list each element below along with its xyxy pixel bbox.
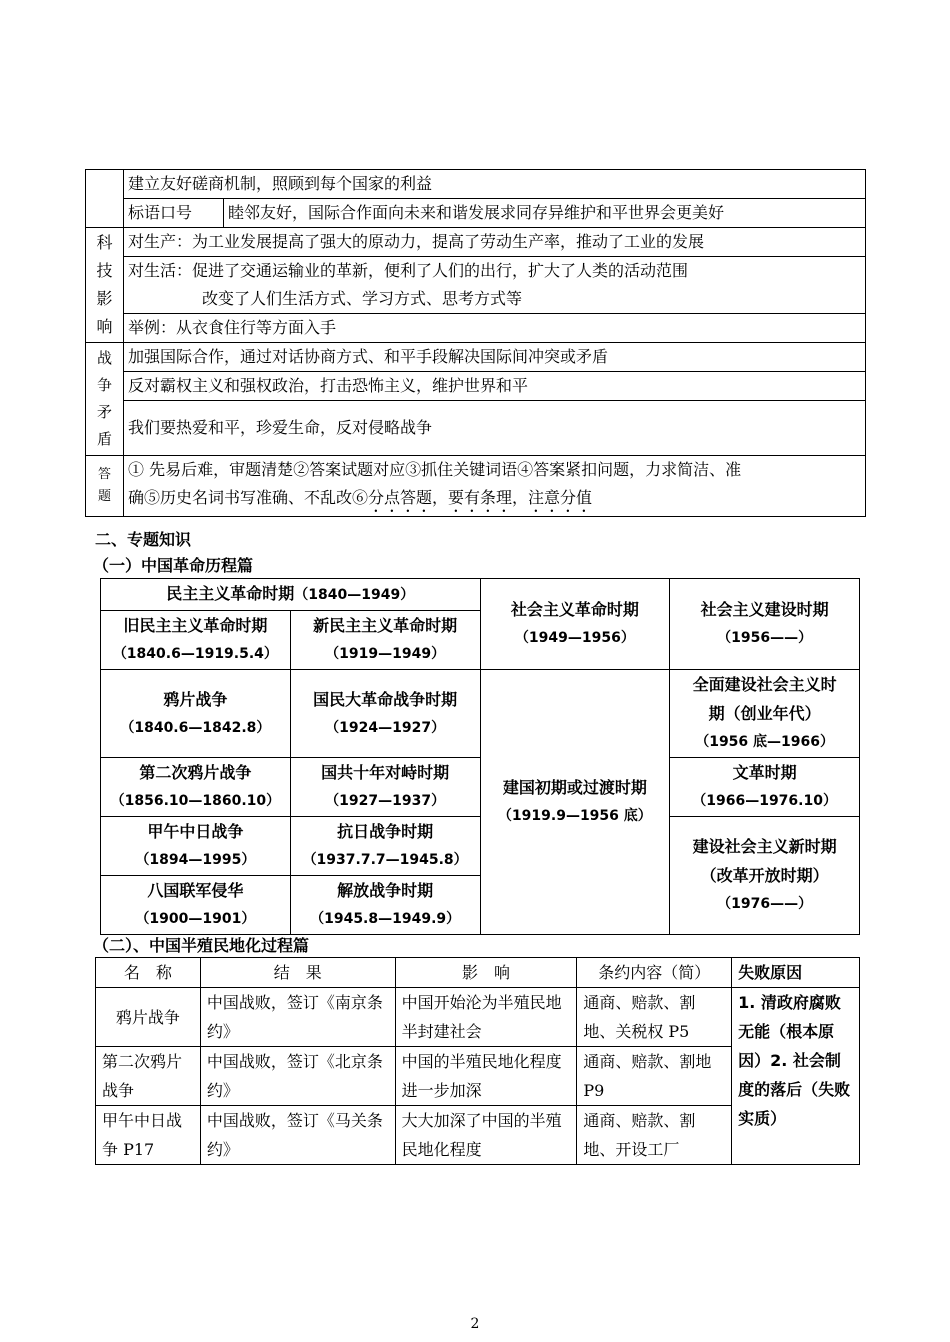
table-row bbox=[96, 988, 860, 1047]
war-treaty: 通商、赔款、割地、开设工厂 bbox=[577, 1106, 732, 1165]
new-democratic-period: 新民主主义革命时期 （1919—1949） bbox=[290, 611, 480, 670]
slogan-label: 标语口号 bbox=[124, 199, 224, 228]
answer-tips bbox=[124, 456, 866, 517]
full-construction-cell: 全面建设社会主义时 期（创业年代） （1956 底—1966） bbox=[670, 670, 860, 758]
consultation-row: 建立友好磋商机制，照顾到每个国家的利益 bbox=[124, 170, 866, 199]
summary-table bbox=[85, 169, 866, 517]
socialist-construction-period: 社会主义建设时期 （1956——） bbox=[670, 579, 860, 670]
war-result: 中国战败，签订《北京条约》 bbox=[200, 1047, 395, 1106]
tech-life: 对生活：促进了交通运输业的革新，便利了人们的出行，扩大了人类的活动范围 bbox=[124, 257, 866, 286]
subsection-heading-revolution: （一）中国革命历程篇 bbox=[93, 556, 254, 575]
war-name: 鸦片战争 bbox=[96, 988, 201, 1047]
war-anti-hegemony: 反对霸权主义和强权政治，打击恐怖主义，维护世界和平 bbox=[124, 372, 866, 401]
revolution-timeline-table bbox=[100, 578, 860, 935]
war-impact: 中国开始沦为半殖民地半封建社会 bbox=[395, 988, 577, 1047]
answer-tips-emphasis: 分点答题，要有条理，注意分值 bbox=[368, 488, 593, 507]
tech-example: 举例：从衣食住行等方面入手 bbox=[124, 314, 866, 343]
eight-nation-alliance-cell: 八国联军侵华 （1900—1901） bbox=[101, 876, 291, 935]
header-impact: 影 响 bbox=[395, 958, 577, 988]
new-era-cell: 建设社会主义新时期 （改革开放时期） （1976——） bbox=[670, 817, 860, 935]
war-name: 甲午中日战争 P17 bbox=[96, 1106, 201, 1165]
answer-tips-line2: 确⑤历史名词书写准确、不乱改⑥分点答题，要有条理，注意分值 bbox=[128, 488, 593, 507]
socialist-revolution-period: 社会主义革命时期 （1949—1956） bbox=[480, 579, 670, 670]
war-love-peace: 我们要热爱和平，珍爱生命，反对侵略战争 bbox=[124, 401, 866, 456]
page-number: 2 bbox=[470, 1316, 480, 1332]
header-fail-reason: 失败原因 bbox=[732, 958, 860, 988]
header-treaty: 条约内容（简） bbox=[577, 958, 732, 988]
democratic-revolution-period: 民主主义革命时期（1840—1949） bbox=[101, 579, 481, 611]
tech-side-label: 科 技 影 响 bbox=[86, 228, 124, 343]
ten-year-confrontation-cell: 国共十年对峙时期 （1927—1937） bbox=[290, 758, 480, 817]
liberation-war-cell: 解放战争时期 （1945.8—1949.9） bbox=[290, 876, 480, 935]
anti-japanese-war-cell: 抗日战争时期 （1937.7.7—1945.8） bbox=[290, 817, 480, 876]
war-cooperation: 加强国际合作，通过对话协商方式、和平手段解决国际间冲突或矛盾 bbox=[124, 343, 866, 372]
answer-side-label: 答 题 bbox=[86, 456, 124, 517]
war-side-label: 战 争 矛 盾 bbox=[86, 343, 124, 456]
war-treaty: 通商、赔款、割地 P9 bbox=[577, 1047, 732, 1106]
national-revolution-cell: 国民大革命战争时期 （1924—1927） bbox=[290, 670, 480, 758]
header-name: 名 称 bbox=[96, 958, 201, 988]
header-result: 结 果 bbox=[200, 958, 395, 988]
tech-life-cont: 改变了人们生活方式、学习方式、思考方式等 bbox=[124, 285, 866, 314]
opium-war-cell: 鸦片战争 （1840.6—1842.8） bbox=[101, 670, 291, 758]
war-impact: 中国的半殖民地化程度进一步加深 bbox=[395, 1047, 577, 1106]
fail-reason: 1. 清政府腐败无能（根本原因）2. 社会制度的落后（失败实质） bbox=[732, 988, 860, 1165]
war-result: 中国战败，签订《马关条约》 bbox=[200, 1106, 395, 1165]
second-opium-war-cell: 第二次鸦片战争 （1856.10—1860.10） bbox=[101, 758, 291, 817]
war-result: 中国战败，签订《南京条约》 bbox=[200, 988, 395, 1047]
sino-japanese-war-cell: 甲午中日战争 （1894—1995） bbox=[101, 817, 291, 876]
war-treaty: 通商、赔款、割地、关税权 P5 bbox=[577, 988, 732, 1047]
cultural-revolution-cell: 文革时期 （1966—1976.10） bbox=[670, 758, 860, 817]
tech-production: 对生产：为工业发展提高了强大的原动力，提高了劳动生产率，推动了工业的发展 bbox=[124, 228, 866, 257]
section-heading: 二、专题知识 bbox=[95, 530, 192, 549]
slogan-text: 睦邻友好，国际合作面向未来和谐发展求同存异维护和平世界会更美好 bbox=[224, 199, 866, 228]
semicolonial-table bbox=[95, 957, 860, 1165]
transition-period-cell: 建国初期或过渡时期 （1919.9—1956 底） bbox=[480, 670, 670, 935]
subsection-heading-semicolonial: （二）、中国半殖民地化过程篇 bbox=[93, 936, 310, 955]
old-democratic-period: 旧民主主义革命时期 （1840.6—1919.5.4） bbox=[101, 611, 291, 670]
answer-tips-line1: ① 先易后难，审题清楚②答案试题对应③抓住关键词语④答案紧扣问题，力求简洁、准 bbox=[128, 460, 742, 479]
empty-side-cell bbox=[86, 170, 124, 228]
war-impact: 大大加深了中国的半殖民地化程度 bbox=[395, 1106, 577, 1165]
war-name: 第二次鸦片战争 bbox=[96, 1047, 201, 1106]
